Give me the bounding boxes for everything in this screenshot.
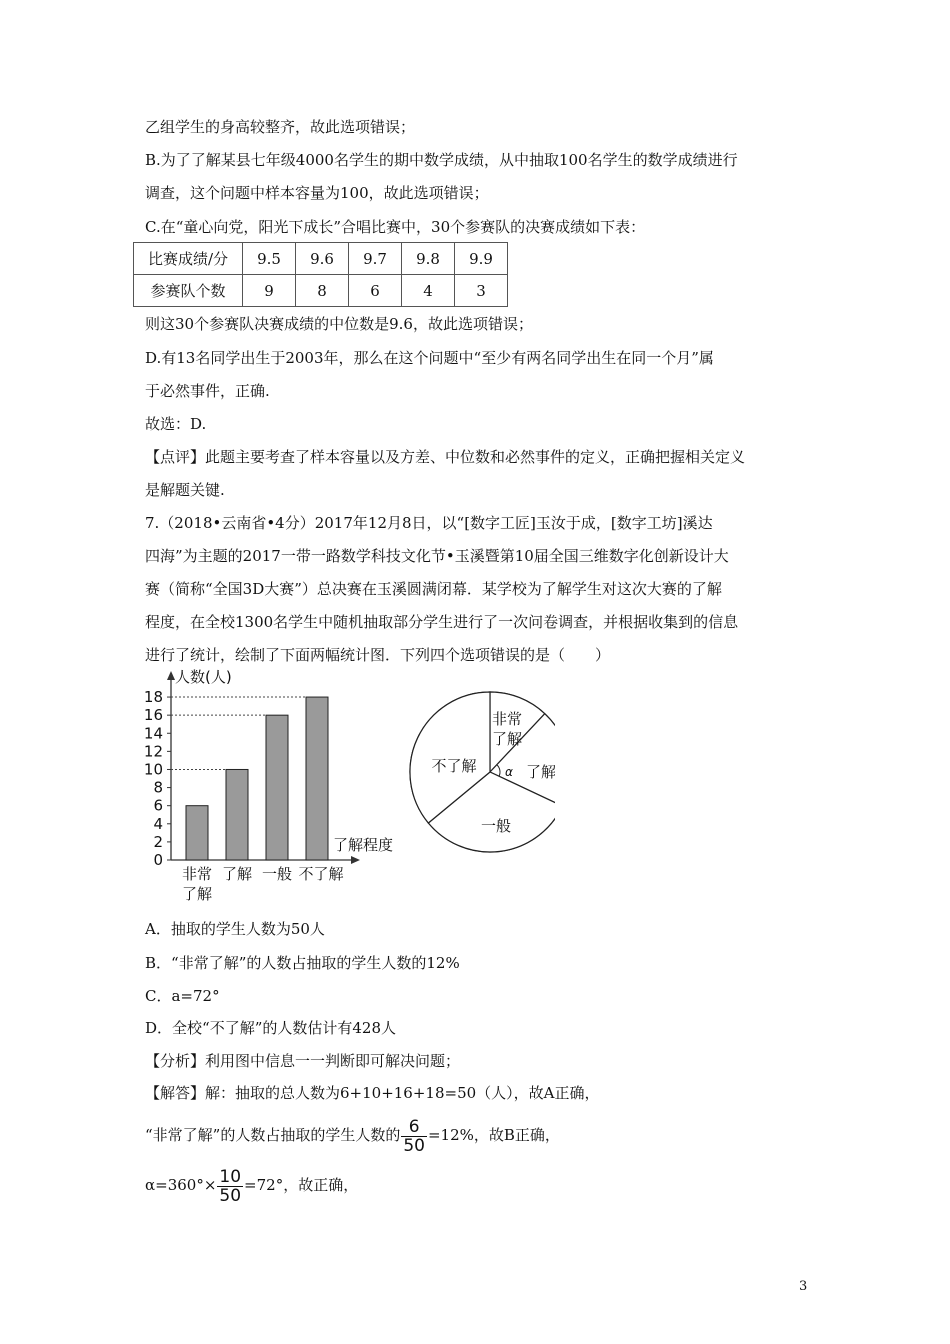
text-line: B.为了了解某县七年级4000名学生的期中数学成绩，从中抽取100名学生的数学成绩进行 bbox=[145, 151, 738, 169]
text-line: 于必然事件，正确. bbox=[145, 382, 270, 400]
text-line: 进行了统计，绘制了下面两幅统计图．下列四个选项错误的是（ ） bbox=[145, 646, 611, 664]
alpha-label: α bbox=[505, 765, 513, 779]
analysis-text: 【分析】利用图中信息一一判断即可解决问题； bbox=[145, 1052, 461, 1070]
text-line: 四海”为主题的2017一带一路数学科技文化节•玉溪暨第10届全国三维数字化创新设计大 bbox=[145, 547, 729, 565]
table-cell: 9.8 bbox=[402, 243, 455, 275]
text-line: 程度，在全校1300名学生中随机抽取部分学生进行了一次问卷调查，并根据收集到的信息 bbox=[145, 613, 739, 631]
pie-label: 了解 bbox=[491, 730, 523, 748]
page-number: 3 bbox=[799, 1279, 808, 1294]
score-table bbox=[133, 242, 508, 307]
table-cell: 9.7 bbox=[349, 243, 402, 275]
answer-text: =72°，故正确， bbox=[244, 1176, 359, 1194]
answer-line-3 bbox=[145, 1165, 358, 1205]
answer-line-2 bbox=[145, 1115, 560, 1155]
x-axis-arrow bbox=[351, 856, 360, 864]
y-tick-label: 6 bbox=[153, 796, 163, 815]
option-b: B．“非常了解”的人数占抽取的学生人数的12% bbox=[145, 954, 460, 972]
y-tick-label: 18 bbox=[143, 688, 163, 707]
table-cell: 参赛队个数 bbox=[134, 275, 243, 307]
pie-label: 一般 bbox=[480, 817, 512, 835]
fraction bbox=[217, 1168, 243, 1205]
text-line: D.有13名同学出生于2003年，那么在这个问题中“至少有两名同学出生在同一个月”属 bbox=[145, 349, 714, 367]
y-tick-label: 12 bbox=[143, 742, 163, 761]
fraction-denominator: 50 bbox=[403, 1135, 425, 1156]
charts-svg bbox=[135, 668, 555, 908]
y-tick-label: 14 bbox=[143, 724, 163, 743]
table-cell: 8 bbox=[296, 275, 349, 307]
option-a: A．抽取的学生人数为50人 bbox=[145, 920, 325, 938]
text-line: 赛（简称“全国3D大赛”）总决赛在玉溪圆满闭幕．某学校为了解学生对这次大赛的了解 bbox=[145, 580, 722, 598]
pie-label: 非常 bbox=[491, 710, 523, 728]
fraction bbox=[401, 1118, 427, 1155]
fraction-numerator: 10 bbox=[219, 1166, 242, 1187]
answer-text: =12%，故B正确， bbox=[427, 1126, 560, 1144]
category-label: 了解 bbox=[181, 885, 213, 903]
category-label: 一般 bbox=[261, 865, 293, 883]
text-line: 调查，这个问题中样本容量为100，故此选项错误； bbox=[145, 184, 489, 202]
table-cell: 9 bbox=[243, 275, 296, 307]
y-axis-arrow bbox=[167, 671, 175, 680]
table-cell: 9.5 bbox=[243, 243, 296, 275]
text-line: 7.（2018•云南省•4分）2017年12月8日，以“[数字工匠]玉汝于成，[数字工坊]溪达 bbox=[145, 514, 713, 532]
bar-0 bbox=[186, 806, 208, 860]
category-label: 非常 bbox=[181, 865, 213, 883]
y-tick-label: 4 bbox=[153, 814, 163, 833]
category-label: 不了解 bbox=[298, 865, 344, 883]
y-axis-label: 人数(人) bbox=[175, 668, 232, 686]
statistics-figures bbox=[135, 668, 555, 908]
table-cell: 比赛成绩/分 bbox=[134, 243, 243, 275]
table-cell: 9.9 bbox=[455, 243, 508, 275]
y-tick-label: 10 bbox=[143, 760, 163, 779]
y-tick-label: 8 bbox=[153, 778, 163, 797]
option-d: D．全校“不了解”的人数估计有428人 bbox=[145, 1019, 396, 1037]
text-line: 【点评】此题主要考查了样本容量以及方差、中位数和必然事件的定义，正确把握相关定义 bbox=[145, 448, 746, 466]
y-tick-label: 2 bbox=[153, 832, 163, 851]
text-line: 则这30个参赛队决赛成绩的中位数是9.6，故此选项错误； bbox=[145, 315, 533, 333]
answer-line-1: 【解答】解：抽取的总人数为6+10+16+18=50（人），故A正确， bbox=[145, 1084, 600, 1102]
bar-1 bbox=[226, 769, 248, 860]
y-tick-label: 16 bbox=[143, 706, 163, 725]
table-cell: 3 bbox=[455, 275, 508, 307]
text-line: 乙组学生的身高较整齐，故此选项错误； bbox=[145, 118, 416, 136]
fraction-denominator: 50 bbox=[219, 1185, 242, 1206]
text-line: C.在“童心向党，阳光下成长”合唱比赛中，30个参赛队的决赛成绩如下表： bbox=[145, 218, 646, 236]
answer-text: α=360°× bbox=[145, 1176, 217, 1194]
table-row bbox=[134, 275, 508, 307]
text-line: 是解题关键. bbox=[145, 481, 225, 499]
pie-label: 了解 bbox=[525, 763, 555, 781]
pie-label: 不了解 bbox=[431, 757, 477, 775]
x-axis-label: 了解程度 bbox=[333, 836, 394, 854]
bar-3 bbox=[306, 697, 328, 860]
table-cell: 9.6 bbox=[296, 243, 349, 275]
table-cell: 4 bbox=[402, 275, 455, 307]
category-label: 了解 bbox=[221, 865, 253, 883]
fraction-numerator: 6 bbox=[401, 1118, 427, 1137]
text-line: 故选：D. bbox=[145, 415, 207, 433]
y-tick-label: 0 bbox=[153, 851, 163, 869]
table-row bbox=[134, 243, 508, 275]
option-c: C．a=72° bbox=[145, 987, 220, 1005]
table-cell: 6 bbox=[349, 275, 402, 307]
bar-2 bbox=[266, 715, 288, 860]
answer-text: “非常了解”的人数占抽取的学生人数的 bbox=[145, 1126, 401, 1144]
